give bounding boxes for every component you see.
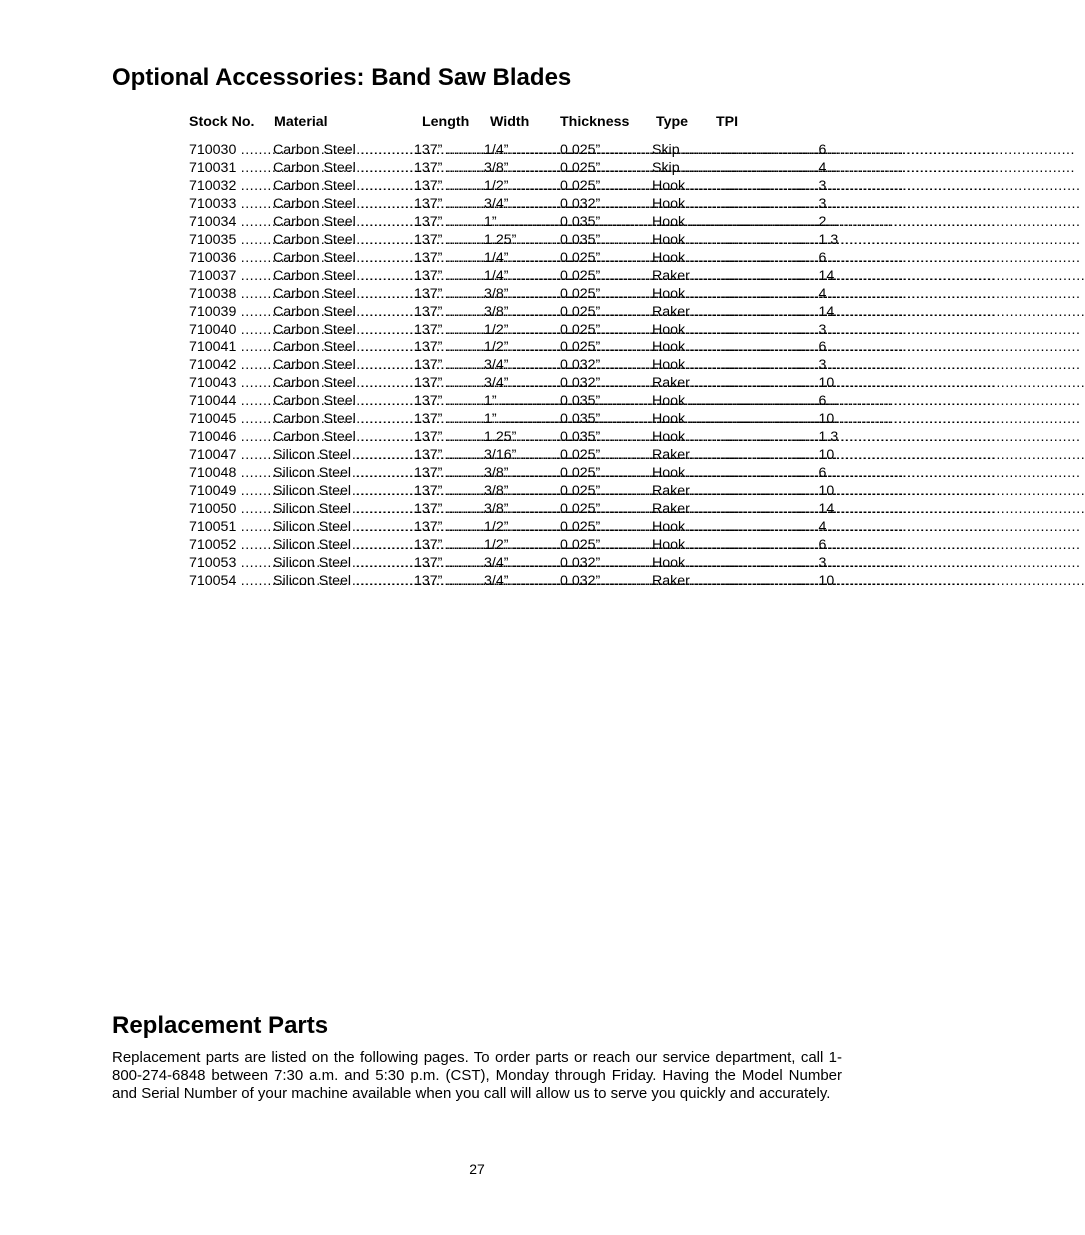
cell-material: Silicon Steel ..... xyxy=(273,447,414,465)
header-material: Material xyxy=(274,114,328,130)
cell-stock-no: 710049 ..... xyxy=(189,483,273,501)
cell-stock-no: 710034 ..... xyxy=(189,214,273,232)
cell-length: 137” ..... xyxy=(414,142,484,160)
cell-material: Carbon Steel ..... xyxy=(273,268,414,286)
cell-width: 3/8” ..... xyxy=(484,465,560,483)
cell-length: 137” ..... xyxy=(414,268,484,286)
table-row xyxy=(189,465,765,483)
cell-type: Hook ..... xyxy=(652,357,716,375)
cell-width: 1” ..... xyxy=(484,393,560,411)
cell-thickness: 0.032” ..... xyxy=(560,357,652,375)
cell-thickness: 0.025” ..... xyxy=(560,537,652,555)
blades-table xyxy=(189,112,839,591)
cell-length: 137” ..... xyxy=(414,393,484,411)
cell-length: 137” ..... xyxy=(414,501,484,519)
cell-length: 137” ..... xyxy=(414,447,484,465)
cell-length: 137” ..... xyxy=(414,214,484,232)
cell-thickness: 0.032” ..... xyxy=(560,196,652,214)
table-row xyxy=(189,393,765,411)
cell-type: Hook ..... xyxy=(652,178,716,196)
cell-material: Carbon Steel ..... xyxy=(273,429,414,447)
cell-type: Hook ..... xyxy=(652,555,716,573)
table-row xyxy=(189,160,765,178)
cell-tpi: .......................... 1.3 xyxy=(716,429,839,446)
header-stock-no: Stock No. xyxy=(189,114,255,130)
cell-type: Hook ..... xyxy=(652,322,716,340)
cell-stock-no: 710040 ..... xyxy=(189,322,273,340)
cell-thickness: 0.025” ..... xyxy=(560,447,652,465)
cell-length: 137” ..... xyxy=(414,196,484,214)
cell-material: Silicon Steel ..... xyxy=(273,555,414,573)
cell-material: Silicon Steel ..... xyxy=(273,537,414,555)
cell-thickness: 0.025” ..... xyxy=(560,339,652,357)
cell-tpi: .......................... 10 xyxy=(716,447,835,464)
table-row xyxy=(189,573,765,591)
cell-material: Carbon Steel ..... xyxy=(273,357,414,375)
cell-width: 1/2” ..... xyxy=(484,178,560,196)
cell-tpi: .......................... 3 xyxy=(716,554,827,571)
cell-stock-no: 710035 ..... xyxy=(189,232,273,250)
cell-material: Carbon Steel ..... xyxy=(273,142,414,160)
cell-type: Hook ..... xyxy=(652,214,716,232)
cell-tpi: .......................... 3 xyxy=(716,177,827,194)
cell-tpi: .......................... 6 xyxy=(716,249,827,266)
cell-material: Carbon Steel ..... xyxy=(273,232,414,250)
header-thickness: Thickness xyxy=(560,114,630,130)
cell-material: Carbon Steel ..... xyxy=(273,393,414,411)
cell-length: 137” ..... xyxy=(414,411,484,429)
cell-type: Raker ..... xyxy=(652,483,716,501)
cell-thickness: 0.025” ..... xyxy=(560,483,652,501)
cell-type: Raker ..... xyxy=(652,304,716,322)
table-row xyxy=(189,555,765,573)
cell-length: 137” ..... xyxy=(414,537,484,555)
cell-material: Silicon Steel ..... xyxy=(273,483,414,501)
cell-tpi: .......................... 6 xyxy=(716,393,827,410)
cell-tpi: .......................... 1.3 xyxy=(716,231,839,248)
table-row xyxy=(189,232,765,250)
cell-thickness: 0.032” ..... xyxy=(560,555,652,573)
cell-width: 3/8” ..... xyxy=(484,501,560,519)
cell-type: Hook ..... xyxy=(652,250,716,268)
cell-width: 3/4” ..... xyxy=(484,375,560,393)
cell-material: Carbon Steel ..... xyxy=(273,286,414,304)
cell-length: 137” ..... xyxy=(414,483,484,501)
cell-tpi: .......................... 3 xyxy=(716,321,827,338)
cell-tpi: .......................... 4 xyxy=(716,159,827,176)
cell-stock-no: 710042 ..... xyxy=(189,357,273,375)
table-row xyxy=(189,178,765,196)
cell-thickness: 0.025” ..... xyxy=(560,142,652,160)
cell-length: 137” ..... xyxy=(414,555,484,573)
cell-width: 1.25” ..... xyxy=(484,429,560,447)
cell-length: 137” ..... xyxy=(414,357,484,375)
cell-length: 137” ..... xyxy=(414,465,484,483)
cell-tpi: .......................... 10 xyxy=(716,411,835,428)
cell-tpi: .......................... 4 xyxy=(716,519,827,536)
table-row xyxy=(189,357,765,375)
page-number: 27 xyxy=(469,1161,485,1177)
cell-stock-no: 710037 ..... xyxy=(189,268,273,286)
cell-type: Hook ..... xyxy=(652,465,716,483)
cell-length: 137” ..... xyxy=(414,286,484,304)
header-width: Width xyxy=(490,114,530,130)
cell-material: Silicon Steel ..... xyxy=(273,573,414,591)
cell-material: Silicon Steel ..... xyxy=(273,465,414,483)
cell-length: 137” ..... xyxy=(414,232,484,250)
cell-thickness: 0.032” ..... xyxy=(560,375,652,393)
cell-type: Hook ..... xyxy=(652,393,716,411)
cell-thickness: 0.025” ..... xyxy=(560,178,652,196)
table-row xyxy=(189,339,765,357)
cell-type: Raker ..... xyxy=(652,573,716,591)
cell-thickness: 0.025” ..... xyxy=(560,268,652,286)
cell-type: Raker ..... xyxy=(652,447,716,465)
cell-thickness: 0.025” ..... xyxy=(560,465,652,483)
cell-tpi: .......................... 6 xyxy=(716,142,827,158)
cell-width: 3/16” ..... xyxy=(484,447,560,465)
cell-thickness: 0.025” ..... xyxy=(560,250,652,268)
cell-tpi: .......................... 14 xyxy=(716,267,835,284)
cell-tpi: .......................... 3 xyxy=(716,195,827,212)
cell-width: 1/2” ..... xyxy=(484,339,560,357)
cell-thickness: 0.035” ..... xyxy=(560,411,652,429)
section-title: Replacement Parts xyxy=(112,1012,329,1039)
cell-tpi: .......................... 6 xyxy=(716,536,827,553)
cell-type: Skip ..... xyxy=(652,142,716,160)
cell-length: 137” ..... xyxy=(414,160,484,178)
cell-length: 137” ..... xyxy=(414,322,484,340)
cell-tpi: .......................... 6 xyxy=(716,339,827,356)
cell-thickness: 0.035” ..... xyxy=(560,214,652,232)
cell-material: Carbon Steel ..... xyxy=(273,339,414,357)
table-row xyxy=(189,483,765,501)
cell-stock-no: 710033 ..... xyxy=(189,196,273,214)
cell-material: Carbon Steel ..... xyxy=(273,375,414,393)
replacement-paragraph: Replacement parts are listed on the following pages. To order parts or reach our service department, call 1-800-274-6848 between 7:30 a.m. and 5:30 p.m. (CST), Monday through Friday. Having the Model Number and Serial Number of your machine available when you call will allow us to serve you quickly and accurately. xyxy=(112,1049,842,1103)
cell-material: Silicon Steel ..... xyxy=(273,501,414,519)
table-header-row xyxy=(189,112,765,132)
cell-stock-no: 710047 ..... xyxy=(189,447,273,465)
table-row xyxy=(189,142,765,160)
header-tpi: TPI xyxy=(716,114,739,130)
cell-type: Raker ..... xyxy=(652,268,716,286)
cell-type: Hook ..... xyxy=(652,232,716,250)
cell-type: Raker ..... xyxy=(652,375,716,393)
cell-width: 3/4” ..... xyxy=(484,196,560,214)
page-title: Optional Accessories: Band Saw Blades xyxy=(112,64,572,91)
cell-stock-no: 710050 ..... xyxy=(189,501,273,519)
cell-width: 3/4” ..... xyxy=(484,555,560,573)
cell-type: Hook ..... xyxy=(652,537,716,555)
cell-length: 137” ..... xyxy=(414,250,484,268)
cell-width: 1” ..... xyxy=(484,214,560,232)
cell-width: 3/8” ..... xyxy=(484,160,560,178)
cell-type: Hook ..... xyxy=(652,339,716,357)
table-row xyxy=(189,286,765,304)
cell-stock-no: 710036 ..... xyxy=(189,250,273,268)
cell-length: 137” ..... xyxy=(414,304,484,322)
cell-stock-no: 710051 ..... xyxy=(189,519,273,537)
cell-stock-no: 710054 ..... xyxy=(189,573,273,591)
table-row xyxy=(189,322,765,340)
cell-stock-no: 710052 ..... xyxy=(189,537,273,555)
header-length: Length xyxy=(422,114,470,130)
cell-material: Carbon Steel ..... xyxy=(273,304,414,322)
cell-type: Raker ..... xyxy=(652,501,716,519)
cell-type: Hook ..... xyxy=(652,411,716,429)
cell-tpi: .......................... 14 xyxy=(716,303,835,320)
cell-stock-no: 710043 ..... xyxy=(189,375,273,393)
cell-type: Hook ..... xyxy=(652,286,716,304)
cell-thickness: 0.035” ..... xyxy=(560,393,652,411)
cell-tpi: .......................... 10 xyxy=(716,375,835,392)
cell-width: 3/4” ..... xyxy=(484,357,560,375)
table-row xyxy=(189,304,765,322)
cell-stock-no: 710046 ..... xyxy=(189,429,273,447)
cell-stock-no: 710039 ..... xyxy=(189,304,273,322)
cell-stock-no: 710053 ..... xyxy=(189,555,273,573)
cell-length: 137” ..... xyxy=(414,375,484,393)
cell-thickness: 0.035” ..... xyxy=(560,429,652,447)
cell-width: 1” ..... xyxy=(484,411,560,429)
cell-stock-no: 710048 ..... xyxy=(189,465,273,483)
table-row xyxy=(189,375,765,393)
cell-width: 1.25” ..... xyxy=(484,232,560,250)
cell-material: Carbon Steel ..... xyxy=(273,196,414,214)
table-row xyxy=(189,537,765,555)
cell-material: Carbon Steel ..... xyxy=(273,214,414,232)
cell-material: Carbon Steel ..... xyxy=(273,160,414,178)
cell-tpi: .......................... 10 xyxy=(716,483,835,500)
cell-thickness: 0.025” ..... xyxy=(560,501,652,519)
table-row xyxy=(189,447,765,465)
table-row xyxy=(189,501,765,519)
cell-material: Carbon Steel ..... xyxy=(273,178,414,196)
cell-stock-no: 710031 ..... xyxy=(189,160,273,178)
cell-length: 137” ..... xyxy=(414,429,484,447)
cell-width: 1/4” ..... xyxy=(484,250,560,268)
cell-material: Silicon Steel ..... xyxy=(273,519,414,537)
cell-width: 3/8” ..... xyxy=(484,286,560,304)
cell-length: 137” ..... xyxy=(414,339,484,357)
cell-width: 1/4” ..... xyxy=(484,268,560,286)
cell-length: 137” ..... xyxy=(414,178,484,196)
header-type: Type xyxy=(656,114,689,130)
cell-tpi: .......................... 3 xyxy=(716,357,827,374)
cell-tpi: .......................... 6 xyxy=(716,465,827,482)
cell-material: Carbon Steel ..... xyxy=(273,250,414,268)
table-row xyxy=(189,250,765,268)
cell-material: Carbon Steel ..... xyxy=(273,411,414,429)
table-row xyxy=(189,268,765,286)
cell-length: 137” ..... xyxy=(414,519,484,537)
cell-tpi: .......................... 2 xyxy=(716,213,827,230)
table-row xyxy=(189,196,765,214)
table-row xyxy=(189,214,765,232)
cell-width: 1/2” ..... xyxy=(484,537,560,555)
table-row xyxy=(189,411,765,429)
cell-width: 1/4” ..... xyxy=(484,142,560,160)
cell-width: 3/8” ..... xyxy=(484,304,560,322)
cell-thickness: 0.035” ..... xyxy=(560,232,652,250)
cell-stock-no: 710032 ..... xyxy=(189,178,273,196)
cell-width: 3/4” ..... xyxy=(484,573,560,591)
cell-thickness: 0.025” ..... xyxy=(560,160,652,178)
cell-thickness: 0.025” ..... xyxy=(560,322,652,340)
table-row xyxy=(189,519,765,537)
cell-stock-no: 710038 ..... xyxy=(189,286,273,304)
cell-width: 1/2” ..... xyxy=(484,519,560,537)
cell-tpi: .......................... 10 xyxy=(716,572,835,589)
cell-width: 1/2” ..... xyxy=(484,322,560,340)
cell-stock-no: 710041 ..... xyxy=(189,339,273,357)
cell-tpi: .......................... 14 xyxy=(716,501,835,518)
cell-stock-no: 710044 ..... xyxy=(189,393,273,411)
cell-length: 137” ..... xyxy=(414,573,484,591)
cell-type: Hook ..... xyxy=(652,519,716,537)
cell-thickness: 0.025” ..... xyxy=(560,286,652,304)
cell-stock-no: 710045 ..... xyxy=(189,411,273,429)
cell-thickness: 0.025” ..... xyxy=(560,519,652,537)
table-row xyxy=(189,429,765,447)
cell-width: 3/8” ..... xyxy=(484,483,560,501)
cell-type: Hook ..... xyxy=(652,429,716,447)
cell-type: Hook ..... xyxy=(652,196,716,214)
cell-type: Skip ..... xyxy=(652,160,716,178)
cell-thickness: 0.032” ..... xyxy=(560,573,652,591)
cell-material: Carbon Steel ..... xyxy=(273,322,414,340)
cell-thickness: 0.025” ..... xyxy=(560,304,652,322)
cell-stock-no: 710030 ..... xyxy=(189,142,273,160)
cell-tpi: .......................... 4 xyxy=(716,285,827,302)
